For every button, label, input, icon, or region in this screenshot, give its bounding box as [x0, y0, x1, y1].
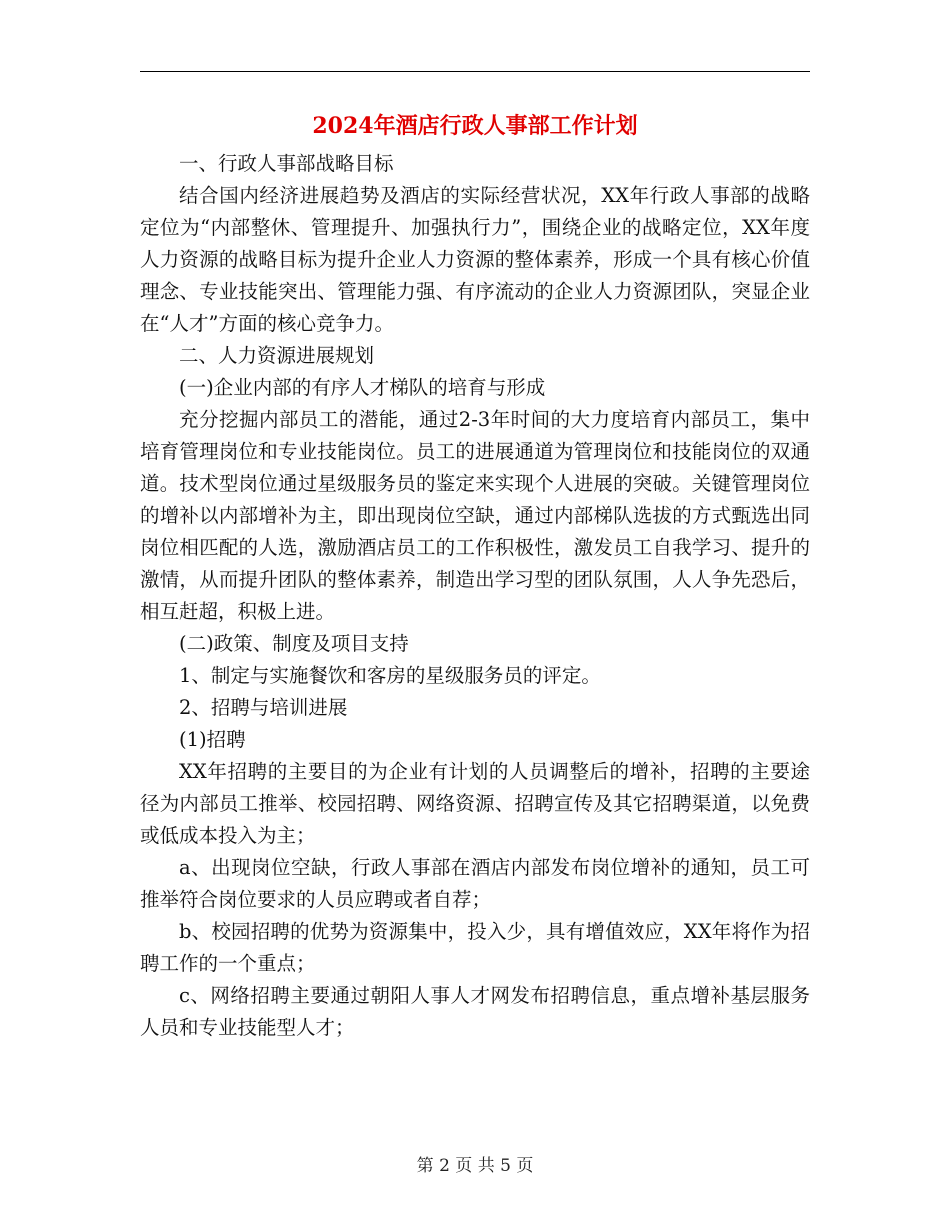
list-item: b、校园招聘的优势为资源集中，投入少，具有增值效应，XX年将作为招聘工作的一个重点；: [140, 920, 810, 975]
section-heading-2: 二、人力资源进展规划: [179, 344, 375, 367]
list-item: 2、招聘与培训进展: [179, 696, 348, 719]
document-title: 2024年酒店行政人事部工作计划: [312, 113, 638, 139]
list-item: a、出现岗位空缺，行政人事部在酒店内部发布岗位增补的通知，员工可推举符合岗位要求的人员应聘或者自荐；: [140, 856, 810, 911]
body-paragraph: 结合国内经济进展趋势及酒店的实际经营状况，XX年行政人事部的战略定位为“内部整休、管理提升、加强执行力”，围绕企业的战略定位，XX年度人力资源的战略目标为提升企业人力资源的整体素养，形成一个具有核心价值理念、专业技能突出、管理能力强、有序流动的企业人力资源团队，突显企业在“人才”方面的核心竞争力。: [140, 184, 810, 335]
section-heading-1: 一、行政人事部战略目标: [179, 152, 394, 175]
page-number: 第 2 页 共 5 页: [416, 1156, 534, 1176]
document-body: [140, 148, 810, 1044]
subsection-heading-2: (二)政策、制度及项目支持: [179, 632, 409, 655]
list-item: c、网络招聘主要通过朝阳人事人才网发布招聘信息，重点增补基层服务人员和专业技能型人才；: [140, 984, 810, 1039]
list-item: 1、制定与实施餐饮和客房的星级服务员的评定。: [179, 664, 601, 687]
sub-item-heading: (1)招聘: [179, 728, 246, 751]
header-rule: [140, 71, 810, 72]
subsection-heading-1: (一)企业内部的有序人才梯队的培育与形成: [179, 376, 546, 399]
body-paragraph: XX年招聘的主要目的为企业有计划的人员调整后的增补，招聘的主要途径为内部员工推举、校园招聘、网络资源、招聘宣传及其它招聘渠道，以免费或低成本投入为主；: [140, 760, 810, 847]
body-paragraph: 充分挖掘内部员工的潜能，通过2-3年时间的大力度培育内部员工，集中培育管理岗位和专业技能岗位。员工的进展通道为管理岗位和技能岗位的双通道。技术型岗位通过星级服务员的鉴定来实现个人进展的突破。关键管理岗位的增补以内部增补为主，即出现岗位空缺，通过内部梯队选拔的方式甄选出同岗位相匹配的人选，激励酒店员工的工作积极性，激发员工自我学习、提升的激情，从而提升团队的整体素养，制造出学习型的团队氛围，人人争先恐后，相互赶超，积极上进。: [140, 408, 810, 623]
